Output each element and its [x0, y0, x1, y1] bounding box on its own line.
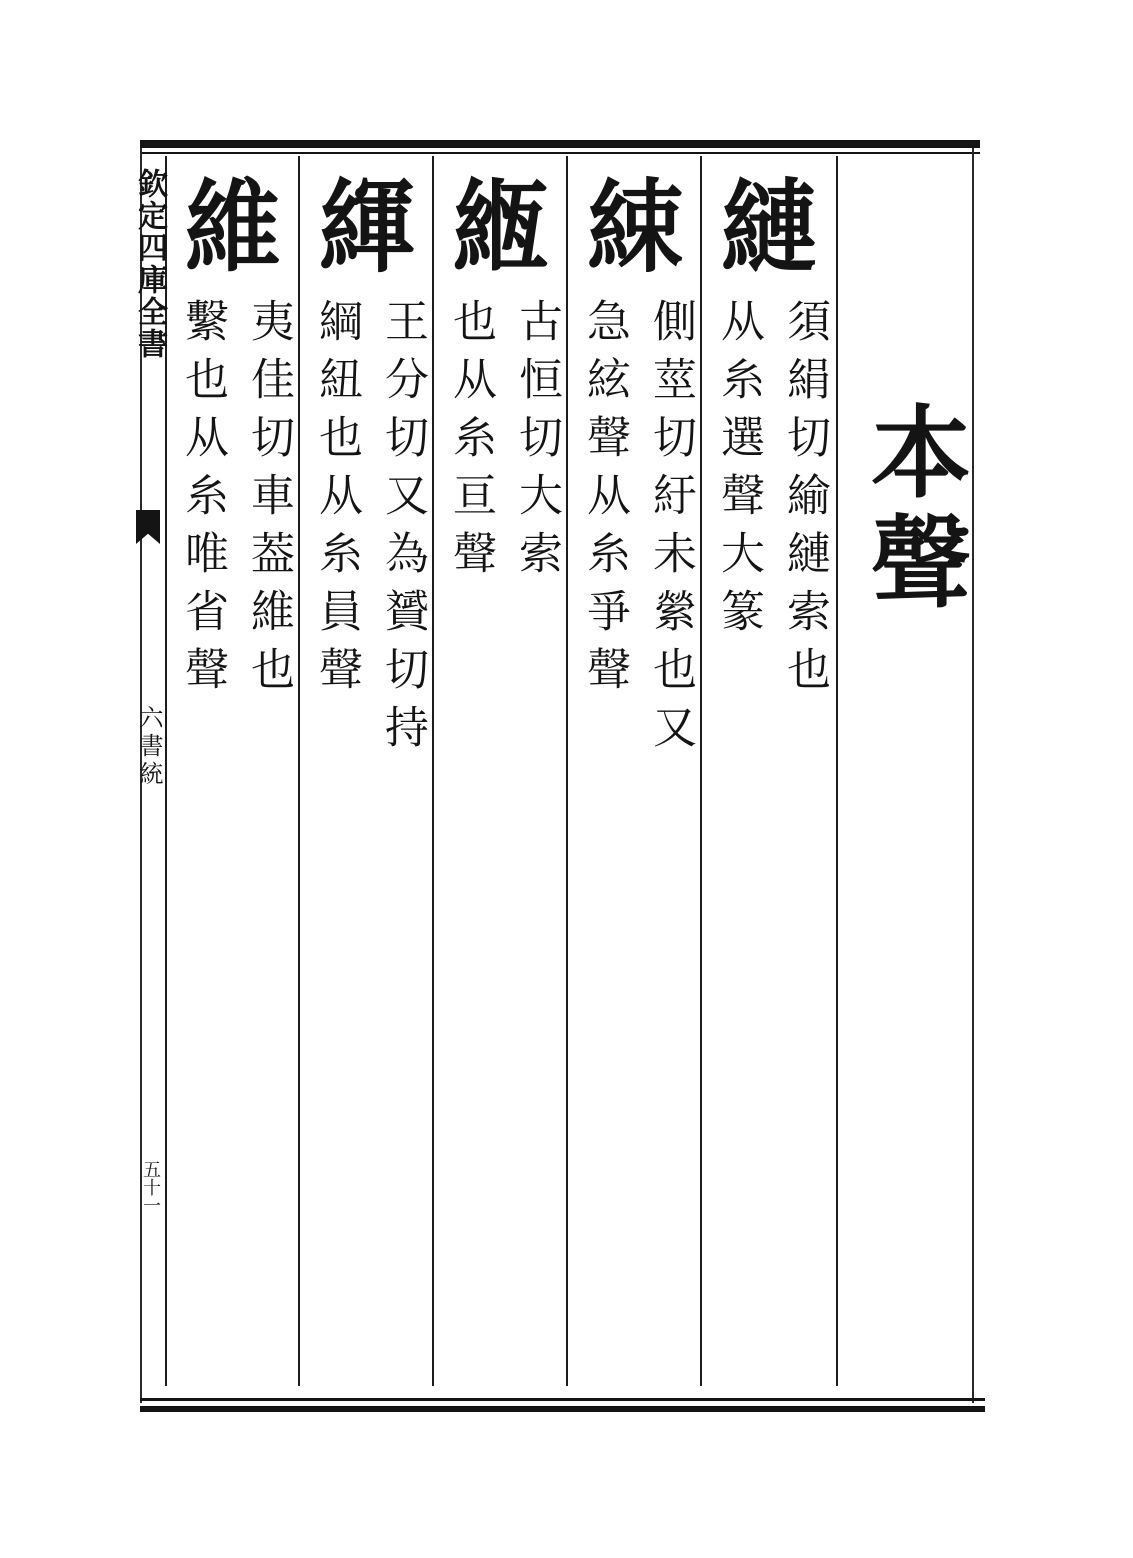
column-divider: [432, 156, 434, 1386]
entry-gloss-line: 从糸選聲大篆: [713, 298, 764, 646]
entry-gloss-line: 急絃聲从糸爭聲: [579, 298, 630, 704]
column-divider: [298, 156, 300, 1386]
column-divider: [700, 156, 702, 1386]
spine-page-number: 五十一: [140, 1160, 161, 1214]
entry-gloss-line: 側莖切紆未縈也又: [645, 298, 696, 762]
dictionary-entry: [570, 168, 700, 1378]
fish-tail-mark-icon: [136, 510, 160, 544]
entry-gloss-line: 須絹切緰縺索也: [779, 298, 830, 704]
top-border-rule: [140, 140, 980, 148]
entry-gloss-line: 也从糸亘聲: [445, 298, 496, 588]
seal-script-character: 緪: [453, 168, 549, 287]
dictionary-entry: [302, 168, 432, 1378]
spine-section-title: 六書統: [135, 705, 163, 789]
dictionary-entry: [436, 168, 566, 1378]
right-frame-line: [972, 148, 974, 1403]
page-spine: [128, 160, 172, 1390]
entry-gloss-line: 古恒切大索: [511, 298, 562, 588]
section-heading: 本聲: [854, 400, 972, 620]
seal-script-character: 縺: [721, 168, 817, 287]
spine-book-title: 欽定四庫全書: [132, 168, 167, 360]
entry-gloss-line: 王分切又為贇切持: [377, 298, 428, 762]
dictionary-entry: [168, 168, 298, 1378]
dictionary-entry: [704, 168, 834, 1378]
column-divider: [836, 156, 838, 1386]
bottom-border-rule: [140, 1406, 985, 1412]
entry-gloss-line: 夷佳切車葢維也: [243, 298, 294, 704]
seal-script-character: 維: [185, 168, 281, 287]
seal-script-character: 緷: [319, 168, 415, 287]
seal-script-character: 綀: [587, 168, 683, 287]
top-border-rule-inner: [140, 152, 980, 154]
entry-gloss-line: 繫也从糸唯省聲: [177, 298, 228, 704]
entry-gloss-line: 綱紐也从糸員聲: [311, 298, 362, 704]
bottom-border-rule-inner: [140, 1398, 985, 1401]
column-divider: [566, 156, 568, 1386]
